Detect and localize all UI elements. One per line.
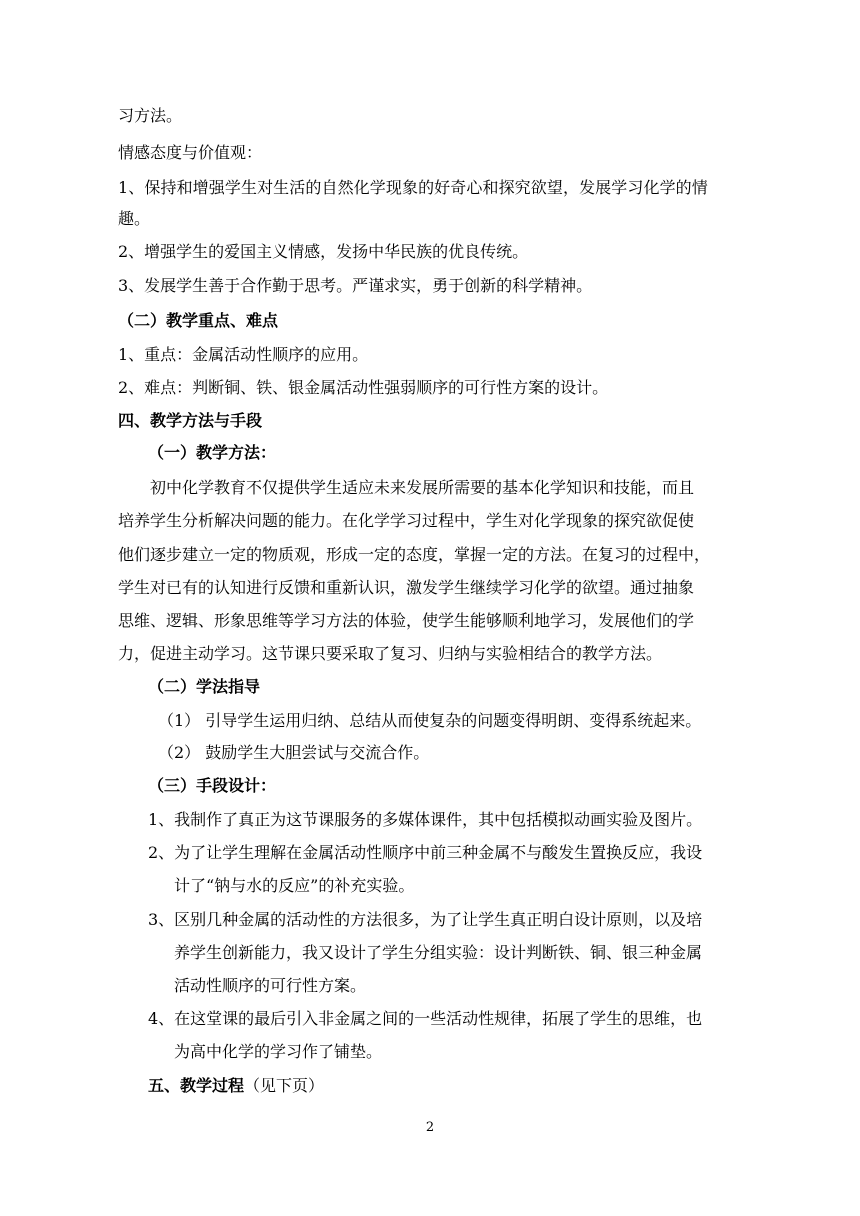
text-line: 计了“钠与水的反应”的补充实验。 [174,876,415,895]
list-item: 2、为了让学生理解在金属活动性顺序中前三种金属不与酸发生置换反应，我设 [148,843,703,862]
section-heading: 四、教学方法与手段 [118,411,263,430]
list-item: （2） 鼓励学生大胆尝试与交流合作。 [158,743,430,762]
text-line: 2、难点：判断铜、铁、银金属活动性强弱顺序的可行性方案的设计。 [118,378,609,397]
list-item: 4、在这堂课的最后引入非金属之间的一些活动性规律，拓展了学生的思维，也 [148,1009,703,1028]
text-line: 学生对已有的认知进行反馈和重新认识，激发学生继续学习化学的欲望。通过抽象 [118,578,695,597]
text-line: 培养学生分析解决问题的能力。在化学学习过程中，学生对化学现象的探究欲促使 [118,511,695,530]
text-line: 1、重点：金属活动性顺序的应用。 [118,345,369,364]
text-line: 思维、逻辑、形象思维等学习方法的体验，使学生能够顺利地学习，发展他们的学 [118,611,695,630]
subsection-heading: （一）教学方法： [148,443,277,462]
section-heading: （二）教学重点、难点 [118,311,279,330]
text-line: 2、增强学生的爱国主义情感，发扬中华民族的优良传统。 [118,242,529,261]
text-line: 习方法。 [118,106,183,125]
page-number: 2 [425,1120,435,1135]
text-line: 为高中化学的学习作了铺垫。 [174,1042,383,1061]
subsection-heading: （二）学法指导 [148,677,261,696]
text-line: 初中化学教育不仅提供学生适应未来发展所需要的基本化学知识和技能，而且 [150,478,695,497]
text-line: 力，促进主动学习。这节课只要采取了复习、归纳与实验相结合的教学方法。 [118,644,663,663]
text-line: 趣。 [118,209,151,228]
subsection-heading: （三）手段设计： [148,776,277,795]
text-line: 活动性顺序的可行性方案。 [174,976,367,995]
text-line: 养学生创新能力，我又设计了学生分组实验：设计判断铁、铜、银三种金属 [174,943,703,962]
text-line: 1、保持和增强学生对生活的自然化学现象的好奇心和探究欲望，发展学习化学的情 [118,178,708,197]
text-line: 3、发展学生善于合作勤于思考。严谨求实，勇于创新的科学精神。 [118,276,593,295]
list-item: 3、区别几种金属的活动性的方法很多，为了让学生真正明白设计原则，以及培 [148,910,703,929]
list-item: 1、我制作了真正为这节课服务的多媒体课件，其中包括模拟动画实验及图片。 [148,810,703,829]
text-line: 情感态度与价值观： [118,143,263,162]
section-heading [148,1076,324,1096]
text-line: 他们逐步建立一定的物质观，形成一定的态度，掌握一定的方法。在复习的过程中， [118,545,711,564]
section-title: 五、教学过程 [148,1076,245,1095]
list-item: （1） 引导学生运用归纳、总结从而使复杂的问题变得明朗、变得系统起来。 [158,711,702,730]
section-note: （见下页） [244,1076,325,1095]
